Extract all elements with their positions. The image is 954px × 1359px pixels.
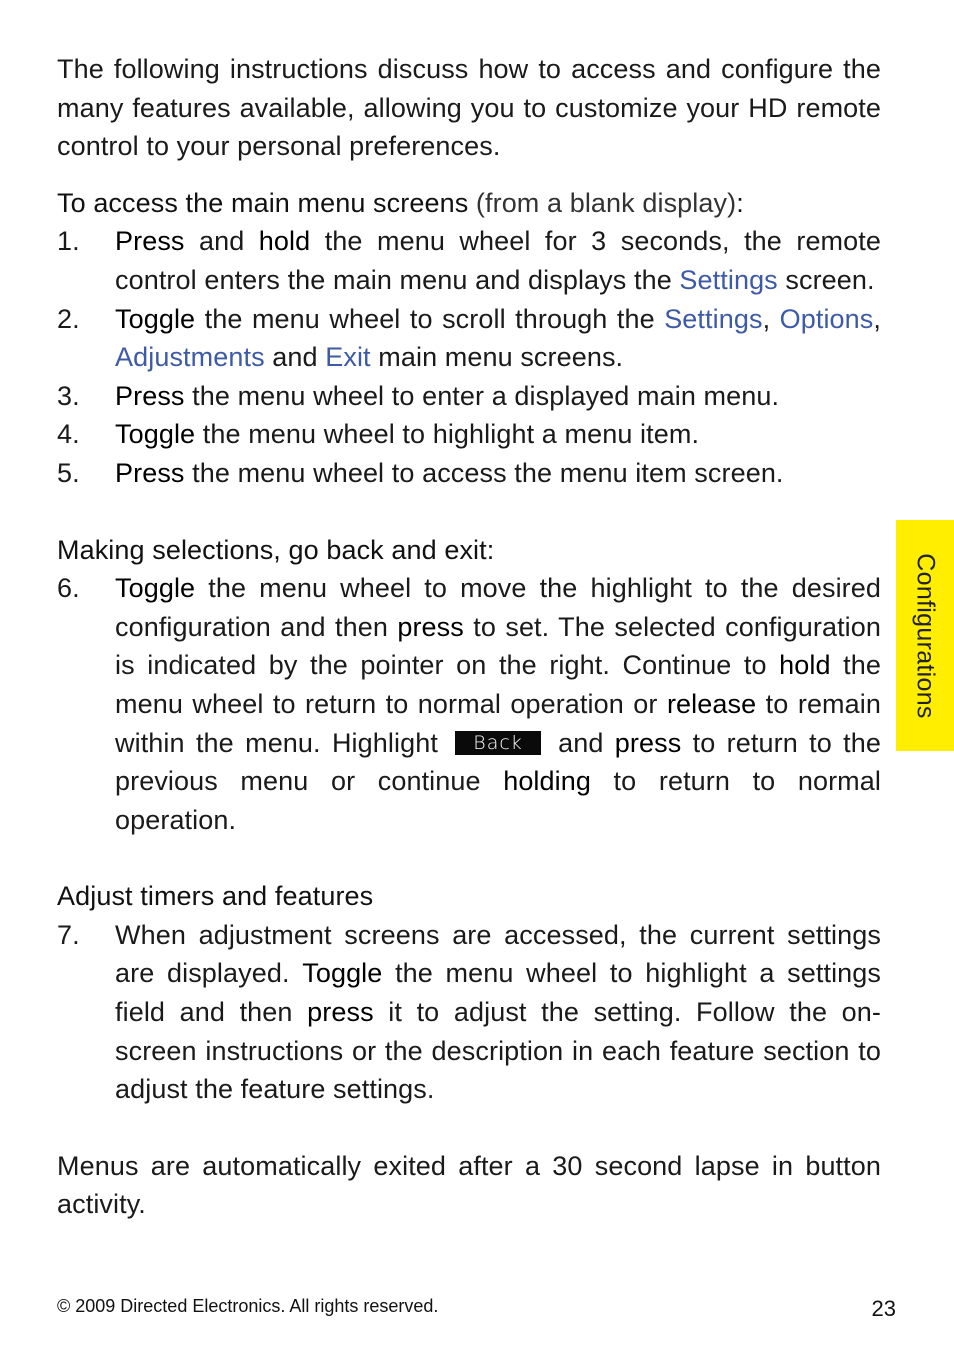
list-item xyxy=(57,300,881,377)
text: the menu wheel for 3 seconds, the remote control enters the main menu and displays the xyxy=(115,226,881,295)
section-side-tab xyxy=(896,520,954,751)
term: Toggle xyxy=(302,958,383,989)
menu-name-exit: Exit xyxy=(325,342,371,373)
step-number: 3. xyxy=(57,380,80,411)
term: hold xyxy=(779,650,831,681)
text: the menu wheel to move the highlight to the desired configuration and then xyxy=(115,573,881,642)
selection-steps xyxy=(57,569,881,839)
term: press xyxy=(307,997,374,1028)
list-item xyxy=(57,377,881,416)
copyright-footer: © 2009 Directed Electronics. All rights reserved. xyxy=(57,1296,439,1316)
step-number: 1. xyxy=(57,226,80,257)
section-heading-selections: Making selections, go back and exit: xyxy=(57,534,495,565)
term: Toggle xyxy=(115,573,196,604)
spacer xyxy=(57,839,881,877)
list-item xyxy=(57,454,881,493)
step-number: 5. xyxy=(57,457,80,488)
term: press xyxy=(614,727,682,758)
menu-name-settings: Settings xyxy=(664,303,763,334)
text: the menu wheel to highlight a menu item. xyxy=(195,419,700,450)
side-tab-label: Configurations xyxy=(911,552,940,719)
term: Press xyxy=(115,380,185,411)
main-menu-steps xyxy=(57,222,881,492)
text: the menu wheel to access the menu item screen. xyxy=(184,457,784,488)
term: release xyxy=(666,688,757,719)
text: the menu wheel to return to normal operation or xyxy=(115,650,881,719)
text: the menu wheel to enter a displayed main menu. xyxy=(184,380,780,411)
text: When adjustment screens are accessed, the current settings are displayed. xyxy=(115,919,881,989)
text: and xyxy=(264,342,326,373)
heading-bold: To access the main menu screens xyxy=(57,187,469,218)
text: to remain within the menu. Highlight xyxy=(115,688,881,758)
step-number: 2. xyxy=(57,303,80,334)
step-number: 6. xyxy=(57,573,80,604)
list-item xyxy=(57,916,881,1109)
text: and xyxy=(546,727,615,758)
text: to return to normal operation. xyxy=(115,766,881,835)
text: , xyxy=(762,303,780,334)
page-content xyxy=(57,50,881,1224)
text: the menu wheel to scroll through the xyxy=(195,303,665,334)
term: Press xyxy=(115,457,185,488)
menu-name-settings: Settings xyxy=(679,264,778,295)
heading-colon: : xyxy=(736,187,744,218)
text: main menu screens. xyxy=(370,342,624,373)
spacer xyxy=(57,166,881,184)
term: hold xyxy=(258,226,311,257)
text: to set. The selected configuration is indicated by the pointer on the right. Continue to xyxy=(115,611,882,681)
list-item xyxy=(57,569,881,839)
step-number: 4. xyxy=(57,419,80,450)
section-heading-adjust: Adjust timers and features xyxy=(57,881,374,912)
spacer xyxy=(57,493,881,531)
text: the menu wheel to highlight a settings field and then xyxy=(115,958,881,1028)
back-menu-chip: Back xyxy=(455,731,541,755)
menu-name-adjustments: Adjustments xyxy=(115,342,265,373)
text: to return to the previous menu or continue xyxy=(115,727,882,797)
outro-paragraph: Menus are automatically exited after a 30 second lapse in button activity. xyxy=(57,1150,881,1220)
term: holding xyxy=(503,766,591,797)
heading-note: (from a blank display) xyxy=(475,187,737,218)
section-heading-main-menu xyxy=(57,184,881,223)
adjust-steps xyxy=(57,916,881,1109)
spacer xyxy=(57,1109,881,1147)
term: Press xyxy=(115,226,185,257)
list-item xyxy=(57,415,881,454)
term: press xyxy=(397,611,464,642)
text: , xyxy=(873,303,881,334)
text: it to adjust the setting. Follow the on-screen instructions or the description in each feature section to adjust the feature settings. xyxy=(115,997,882,1105)
term: Toggle xyxy=(115,303,196,334)
intro-paragraph: The following instructions discuss how to access and configure the many features available, allowing you to customize your HD remote control to your personal preferences. xyxy=(57,54,881,162)
list-item xyxy=(57,222,881,299)
page-number: 23 xyxy=(871,1296,896,1321)
text: screen. xyxy=(777,264,875,295)
term: Toggle xyxy=(115,419,196,450)
menu-name-options: Options xyxy=(779,303,874,334)
step-number: 7. xyxy=(57,919,80,950)
text: and xyxy=(184,226,259,257)
